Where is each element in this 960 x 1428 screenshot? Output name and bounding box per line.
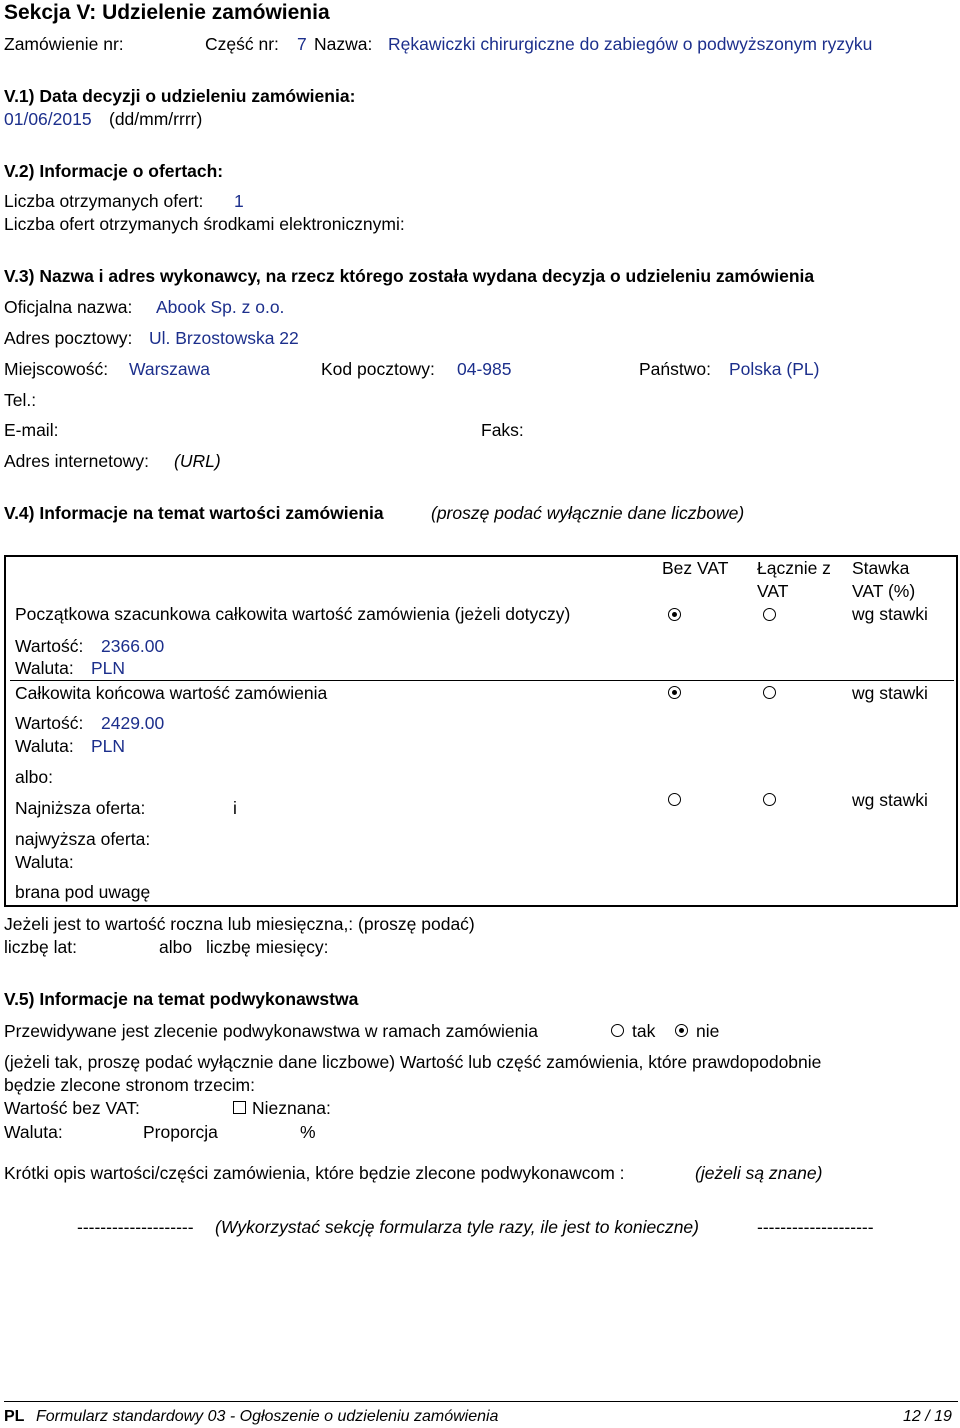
initial-lacznie-radio[interactable] (763, 608, 776, 621)
highest-offer-label: najwyższa oferta: (15, 829, 151, 849)
short-desc-label: Krótki opis wartości/części zamówienia, które będzie zlecone podwykonawcom : (4, 1163, 625, 1183)
range-lacznie-radio[interactable] (763, 793, 776, 806)
official-name-value: Abook Sp. z o.o. (156, 297, 285, 317)
footer-lang: PL (4, 1408, 25, 1425)
separator-dashes-right: -------------------- (757, 1217, 874, 1237)
country-label: Państwo: (639, 359, 711, 379)
subcontract-question: Przewidywane jest zlecenie podwykonawstwa w ramach zamówienia (4, 1021, 538, 1041)
date-format: (dd/mm/rrrr) (109, 109, 203, 129)
subcontract-no-label: nie (696, 1021, 720, 1041)
offers-label: Liczba otrzymanych ofert: (4, 191, 204, 211)
v5-title: V.5) Informacje na temat podwykonawstwa (4, 989, 359, 1009)
v3-title: V.3) Nazwa i adres wykonawcy, na rzecz którego została wydana decyzja o udzieleniu zamówienia (4, 266, 815, 286)
initial-amount-label: Wartość: (15, 636, 84, 656)
and-label: i (233, 798, 237, 818)
subcontract-note-line1: (jeżeli tak, proszę podać wyłącznie dane liczbowe) Wartość lub część zamówienia, które prawdopodobnie (4, 1052, 822, 1072)
decision-date: 01/06/2015 (4, 109, 92, 129)
v2-title: V.2) Informacje o ofertach: (4, 161, 224, 181)
footer-form-name: Formularz standardowy 03 - Ogłoszenie o udzieleniu zamówienia (36, 1408, 499, 1425)
unknown-checkbox[interactable] (233, 1101, 246, 1114)
footer-rule (4, 1401, 958, 1402)
subcontract-no-radio[interactable] (675, 1024, 688, 1037)
tel-label: Tel.: (4, 390, 37, 410)
part-value: 7 (297, 34, 307, 54)
v4-hint: (proszę podać wyłącznie dane liczbowe) (431, 503, 745, 523)
postcode-value: 04-985 (457, 359, 512, 379)
subcontract-note-line2: będzie zlecone stronom trzecim: (4, 1075, 255, 1095)
final-bez-vat-radio[interactable] (668, 686, 681, 699)
proportion-label: Proporcja (143, 1122, 218, 1142)
initial-rate: wg stawki (852, 604, 928, 624)
initial-bez-vat-radio[interactable] (668, 608, 681, 621)
col-lacznie-line2: VAT (757, 581, 789, 601)
range-rate: wg stawki (852, 790, 928, 810)
lowest-offer-label: Najniższa oferta: (15, 798, 146, 818)
albo-label: albo (159, 937, 193, 957)
initial-value-label: Początkowa szacunkowa całkowita wartość zamówienia (jeżeli dotyczy) (15, 604, 571, 624)
final-currency-label: Waluta: (15, 736, 74, 756)
final-lacznie-radio[interactable] (763, 686, 776, 699)
name-value: Rękawiczki chirurgiczne do zabiegów o podwyższonym ryzyku (388, 34, 873, 54)
v1-title: V.1) Data decyzji o udzieleniu zamówienia: (4, 86, 356, 106)
final-amount: 2429.00 (101, 713, 165, 733)
separator-text: (Wykorzystać sekcję formularza tyle razy, ile jest to konieczne) (215, 1217, 699, 1237)
subcontract-currency-label: Waluta: (4, 1122, 63, 1142)
short-desc-hint: (jeżeli są znane) (695, 1163, 823, 1183)
subcontract-value-label: Wartość bez VAT: (4, 1098, 140, 1118)
final-value-label: Całkowita końcowa wartość zamówienia (15, 683, 328, 703)
web-label: Adres internetowy: (4, 451, 149, 471)
annual-note: Jeżeli jest to wartość roczna lub miesięczna,: (proszę podać) (4, 914, 475, 934)
col-bez-vat: Bez VAT (662, 558, 729, 578)
final-currency: PLN (91, 736, 126, 756)
part-label: Część nr: (205, 34, 279, 54)
footer-page-number: 12 / 19 (903, 1408, 952, 1425)
v4-title: V.4) Informacje na temat wartości zamówienia (4, 503, 384, 523)
final-rate: wg stawki (852, 683, 928, 703)
final-amount-label: Wartość: (15, 713, 84, 733)
subcontract-yes-label: tak (632, 1021, 656, 1041)
years-label: liczbę lat: (4, 937, 77, 957)
initial-amount: 2366.00 (101, 636, 165, 656)
considered-label: brana pod uwagę (15, 882, 151, 902)
electronic-offers-label: Liczba ofert otrzymanych środkami elektronicznymi: (4, 214, 405, 234)
fax-label: Faks: (481, 420, 524, 440)
email-label: E-mail: (4, 420, 59, 440)
section-title: Sekcja V: Udzielenie zamówienia (4, 1, 330, 24)
percent-sign: % (300, 1122, 316, 1142)
city-value: Warszawa (129, 359, 211, 379)
range-bez-vat-radio[interactable] (668, 793, 681, 806)
official-name-label: Oficjalna nazwa: (4, 297, 133, 317)
postcode-label: Kod pocztowy: (321, 359, 435, 379)
city-label: Miejscowość: (4, 359, 109, 379)
name-label: Nazwa: (314, 34, 373, 54)
address-value: Ul. Brzostowska 22 (149, 328, 299, 348)
initial-currency-label: Waluta: (15, 658, 74, 678)
web-hint: (URL) (174, 451, 221, 471)
offers-value: 1 (234, 191, 244, 211)
row-divider (10, 680, 954, 681)
range-currency-label: Waluta: (15, 852, 74, 872)
order-no-label: Zamówienie nr: (4, 34, 124, 54)
col-lacznie-line1: Łącznie z (757, 558, 831, 578)
initial-currency: PLN (91, 658, 126, 678)
subcontract-yes-radio[interactable] (611, 1024, 624, 1037)
country-value: Polska (PL) (729, 359, 820, 379)
or-label: albo: (15, 767, 53, 787)
address-label: Adres pocztowy: (4, 328, 133, 348)
separator-dashes-left: -------------------- (77, 1217, 194, 1237)
col-stawka-line1: Stawka (852, 558, 910, 578)
months-label: liczbę miesięcy: (206, 937, 329, 957)
unknown-label: Nieznana: (252, 1098, 331, 1118)
col-stawka-line2: VAT (%) (852, 581, 916, 601)
